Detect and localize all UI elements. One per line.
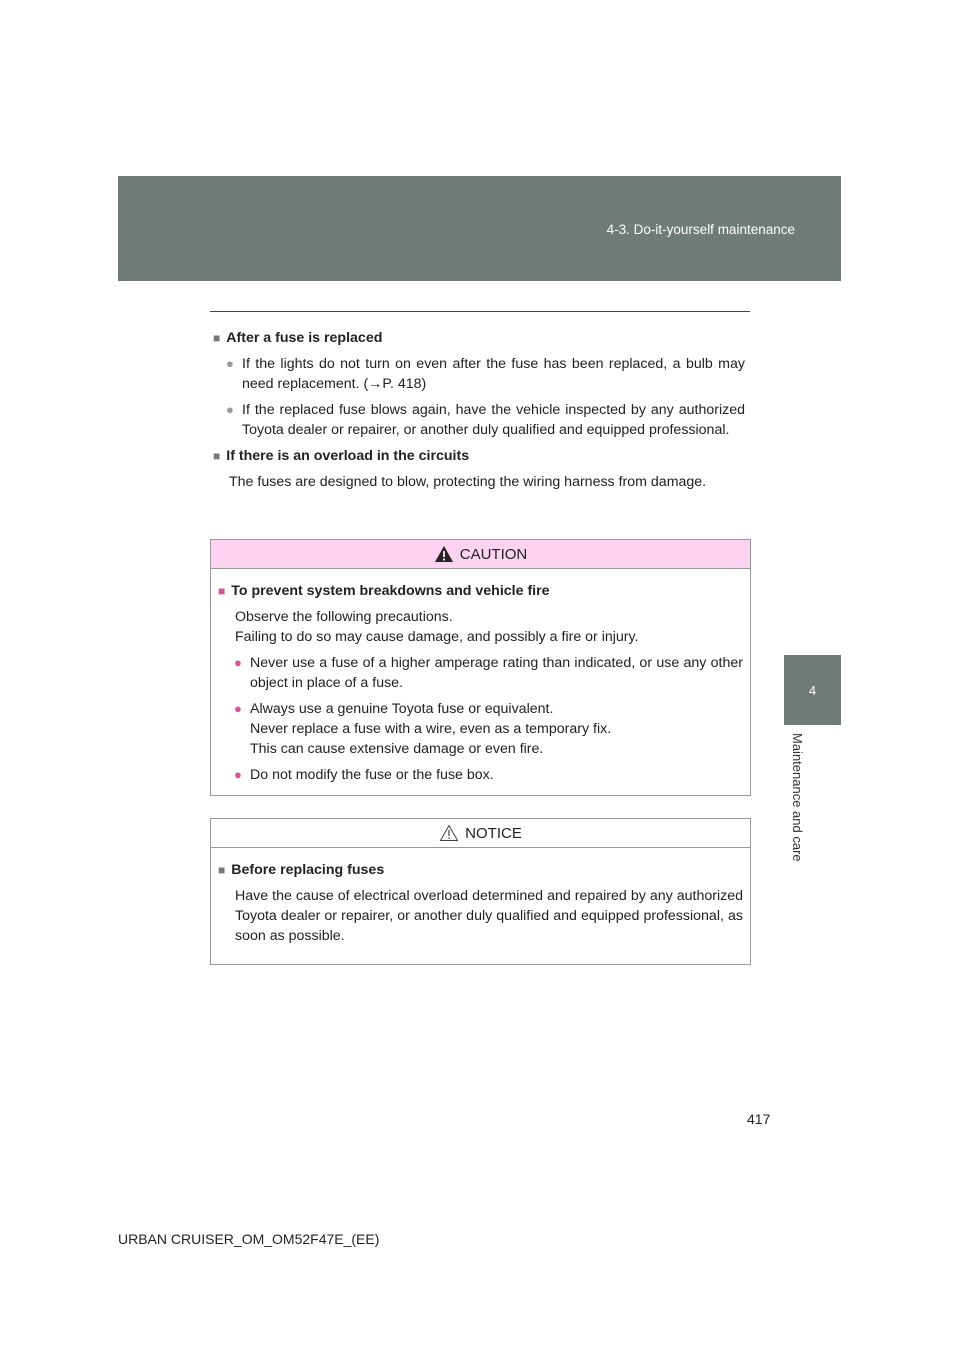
circle-bullet-icon: ●: [234, 701, 242, 716]
caution-intro: Observe the following precautions. Failing to do so may cause damage, and possibly a fire or injury.: [235, 609, 639, 645]
list-item: ● Always use a genuine Toyota fuse or equivalent. Never replace a fuse with a wire, even as a temporary fix. This can cause extensive damage or even fire.: [234, 701, 612, 757]
section-title: 4-3. Do-it-yourself maintenance: [606, 222, 795, 237]
list-item: ● If the lights do not turn on even after the fuse has been replaced, a bulb may need replacement. (→P. 418): [226, 356, 745, 392]
square-bullet-icon: ■: [213, 331, 221, 345]
note-heading: ■ After a fuse is replaced: [213, 330, 383, 346]
note-heading: ■ If there is an overload in the circuits: [213, 448, 470, 464]
page-number: 417: [747, 1111, 771, 1127]
notice-box: [210, 818, 751, 965]
notice-body: [211, 848, 750, 964]
square-bullet-icon: ■: [218, 584, 226, 598]
square-bullet-icon: ■: [213, 449, 221, 463]
list-item: ● Do not modify the fuse or the fuse box.: [234, 767, 494, 783]
notice-header: [211, 819, 750, 848]
list-item: ● Never use a fuse of a higher amperage rating than indicated, or use any other object in place of a fuse.: [234, 655, 743, 691]
header-band: [118, 176, 841, 281]
list-item: ● If the replaced fuse blows again, have the vehicle inspected by any authorized Toyota dealer or repairer, or another duly qualified and equipped professional.: [226, 402, 745, 438]
circle-bullet-icon: ●: [234, 655, 242, 670]
document-code: URBAN CRUISER_OM_OM52F47E_(EE): [118, 1231, 380, 1247]
chapter-number: 4: [808, 682, 817, 698]
caution-title: CAUTION: [459, 545, 528, 563]
circle-bullet-icon: ●: [234, 767, 242, 782]
notice-text: Have the cause of electrical overload determined and repaired by any authorized Toyota dealer or repairer, or another duly qualified and equipped professional, as soon as possible.: [235, 888, 743, 944]
notes-section: [213, 328, 745, 492]
caution-box: [210, 539, 751, 796]
top-divider: [210, 311, 750, 312]
chapter-tab[interactable]: [784, 655, 841, 725]
warning-icon: [434, 545, 454, 563]
warning-outline-icon: [439, 824, 459, 842]
chapter-label: Maintenance and care: [790, 733, 805, 862]
caution-heading: ■ To prevent system breakdowns and vehicle fire: [218, 583, 550, 599]
note-text: The fuses are designed to blow, protecting the wiring harness from damage.: [229, 474, 707, 490]
circle-bullet-icon: ●: [226, 356, 234, 371]
circle-bullet-icon: ●: [226, 402, 234, 417]
square-bullet-icon: ■: [218, 863, 226, 877]
caution-header: [211, 540, 750, 569]
notice-heading: ■ Before replacing fuses: [218, 862, 385, 878]
caution-body: [211, 569, 750, 795]
notice-title: NOTICE: [465, 824, 522, 842]
